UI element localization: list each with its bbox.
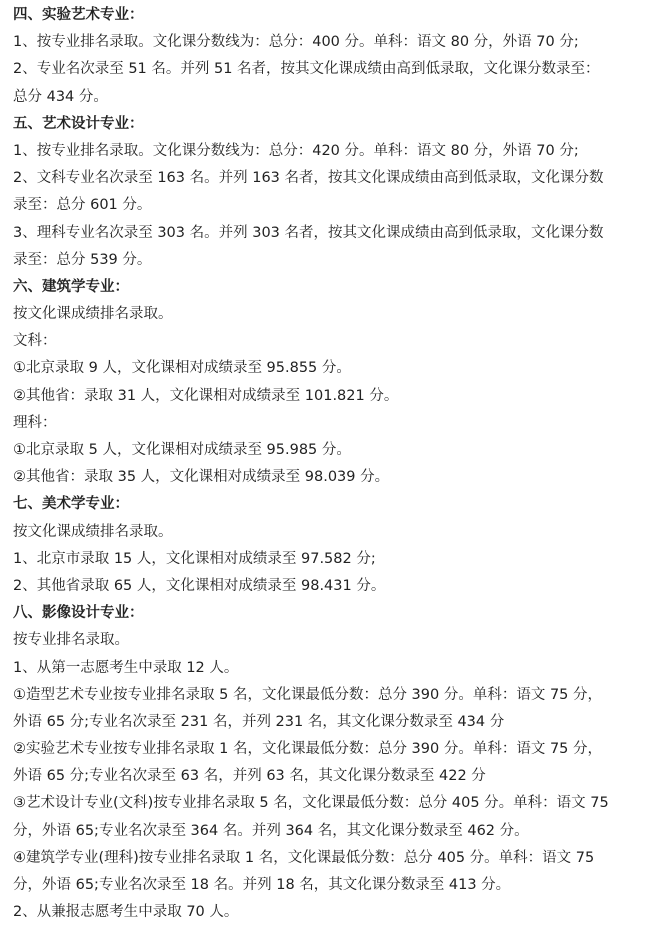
text-line: ①造型艺术专业按专业排名录取 5 名，文化课最低分数：总分 390 分。单科：语文 75 分， <box>13 686 603 703</box>
text-line: 分，外语 65;专业名次录至 364 名。并列 364 名，其文化课分数录至 462 分。 <box>13 822 529 839</box>
section-heading: 五、艺术设计专业： <box>13 115 144 132</box>
text-line: 总分 434 分。 <box>13 88 108 105</box>
section-heading: 六、建筑学专业： <box>13 278 129 295</box>
text-line: 1、按专业排名录取。文化课分数线为：总分：400 分。单科：语文 80 分，外语 70 分; <box>13 34 579 51</box>
text-line: ②其他省：录取 35 人，文化课相对成绩录至 98.039 分。 <box>13 469 390 486</box>
section-heading: 七、美术学专业： <box>13 496 129 513</box>
text-line: ②实验艺术专业按专业排名录取 1 名，文化课最低分数：总分 390 分。单科：语文 75 分， <box>13 741 603 758</box>
text-line: 1、按专业排名录取。文化课分数线为：总分：420 分。单科：语文 80 分，外语 70 分; <box>13 142 579 159</box>
text-line: 2、从兼报志愿考生中录取 70 人。 <box>13 904 239 921</box>
text-line: 3、理科专业名次录至 303 名。并列 303 名者，按其文化课成绩由高到低录取，文化课分数 <box>13 224 604 241</box>
section-heading: 四、实验艺术专业： <box>13 7 144 23</box>
text-line: ①北京录取 9 人，文化课相对成绩录至 95.855 分。 <box>13 360 351 377</box>
text-line: 分，外语 65;专业名次录至 18 名。并列 18 名，其文化课分数录至 413 分。 <box>13 877 511 893</box>
text-line: 按文化课成绩排名录取。 <box>13 306 173 323</box>
text-line: 1、北京市录取 15 人，文化课相对成绩录至 97.582 分; <box>13 550 376 567</box>
text-line: 文科： <box>13 333 57 350</box>
text-line: 外语 65 分;专业名次录至 231 名，并列 231 名，其文化课分数录至 434 分 <box>13 713 505 730</box>
text-line: ②其他省：录取 31 人，文化课相对成绩录至 101.821 分。 <box>13 387 399 404</box>
text-line: ①北京录取 5 人，文化课相对成绩录至 95.985 分。 <box>13 442 351 458</box>
text-line: 按文化课成绩排名录取。 <box>13 523 173 540</box>
text-line: 外语 65 分;专业名次录至 63 名，并列 63 名，其文化课分数录至 422 分 <box>13 768 486 785</box>
text-line: ③艺术设计专业(文科)按专业排名录取 5 名，文化课最低分数：总分 405 分。单科：语文 75 <box>13 795 609 812</box>
text-line: 1、从第一志愿考生中录取 12 人。 <box>13 659 239 676</box>
text-line: 录至：总分 539 分。 <box>13 251 152 268</box>
text-line: 按专业排名录取。 <box>13 632 129 649</box>
section-heading: 八、影像设计专业： <box>13 605 144 622</box>
text-line: 录至：总分 601 分。 <box>13 197 152 214</box>
text-line: 理科： <box>13 414 57 431</box>
text-line: 2、其他省录取 65 人，文化课相对成绩录至 98.431 分。 <box>13 577 386 594</box>
document-body <box>13 2 658 940</box>
text-line: 2、文科专业名次录至 163 名。并列 163 名者，按其文化课成绩由高到低录取，文化课分数 <box>13 170 604 187</box>
cut-off-line <box>13 926 658 940</box>
text-line: ④建筑学专业(理科)按专业排名录取 1 名，文化课最低分数：总分 405 分。单科：语文 75 <box>13 849 595 866</box>
text-line: 2、专业名次录至 51 名。并列 51 名者，按其文化课成绩由高到低录取，文化课分数录至： <box>13 61 600 78</box>
